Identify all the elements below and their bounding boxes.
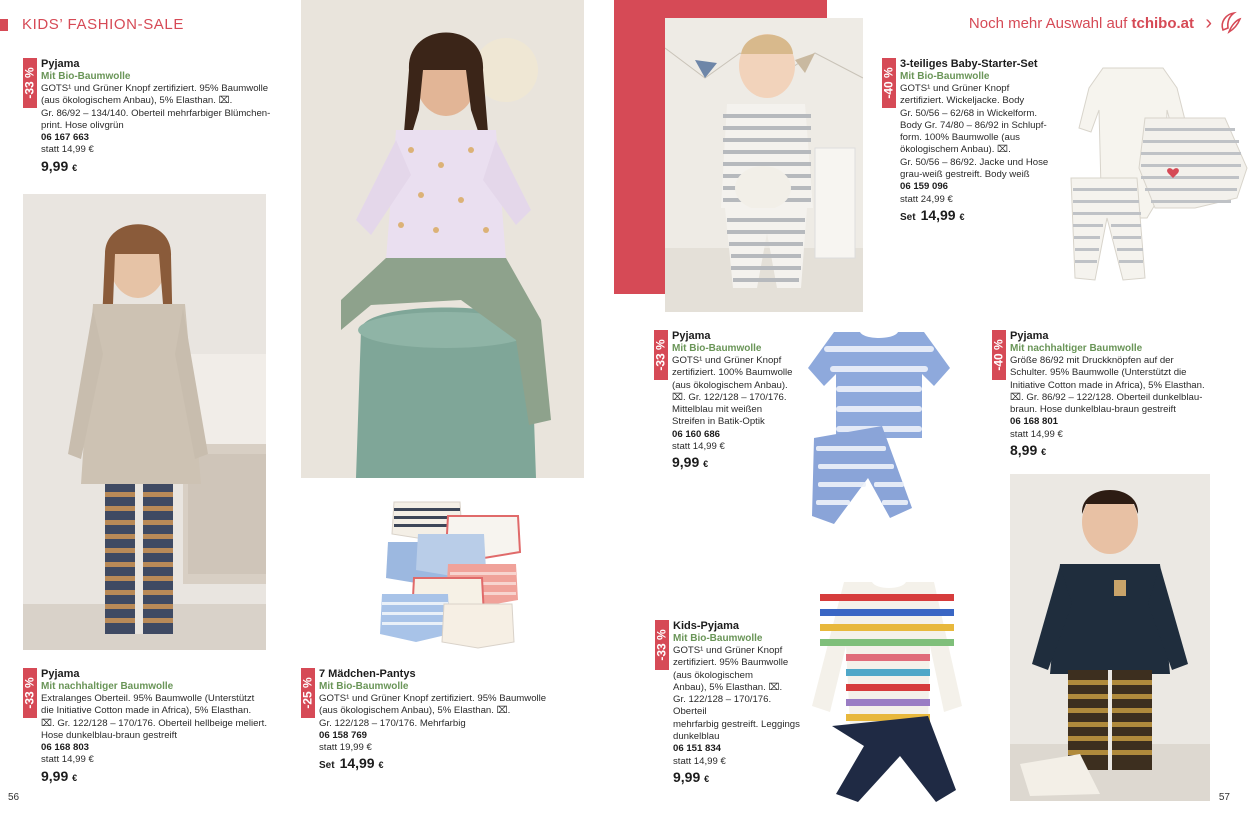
header-accent-mark xyxy=(0,19,8,31)
old-price: statt 14,99 € xyxy=(41,144,94,156)
product-card-kids-pyjama[interactable] xyxy=(655,620,805,785)
product-photo-pantys xyxy=(378,494,523,654)
product-photo-baby-set-flatlay xyxy=(1055,58,1250,288)
product-desc-line: zertifiziert. Wickeljacke. Body xyxy=(900,95,1025,107)
product-subtitle: Mit nachhaltiger Baumwolle xyxy=(1010,343,1143,354)
product-card-boy-pyjama[interactable] xyxy=(992,330,1212,465)
product-info xyxy=(900,58,1048,224)
product-desc-line: Hose dunkelblau-braun gestreift xyxy=(41,729,177,741)
product-photo-girl-floral-pyjama xyxy=(301,0,584,478)
product-number: 06 159 096 xyxy=(900,181,949,193)
price-value: 9,99 xyxy=(673,768,701,785)
product-title: Kids-Pyjama xyxy=(673,620,740,632)
page-number-right: 57 xyxy=(1218,792,1230,803)
price-value: 9,99 xyxy=(41,767,69,784)
product-title: Pyjama xyxy=(672,330,711,342)
discount-badge: -33 % xyxy=(23,58,37,108)
product-desc-line: Mittelblau mit weißen xyxy=(672,404,763,416)
product-title: Pyjama xyxy=(1010,330,1049,342)
product-card-pyjama-floral[interactable] xyxy=(23,58,273,178)
product-photo-boy-dark-pyjama xyxy=(1010,474,1210,801)
old-price: statt 19,99 € xyxy=(319,742,372,754)
discount-badge: -40 % xyxy=(992,330,1006,380)
product-info xyxy=(673,620,805,785)
product-title: 7 Mädchen-Pantys xyxy=(319,668,416,680)
product-desc-line: Gr. 50/56 – 86/92. Jacke und Hose xyxy=(900,156,1049,168)
product-subtitle: Mit Bio-Baumwolle xyxy=(673,633,763,644)
product-desc-line: form. 100% Baumwolle (aus xyxy=(900,132,1020,144)
product-number: 06 158 769 xyxy=(319,729,368,741)
product-desc-line: mehrfarbig gestreift. Leggings xyxy=(673,718,800,730)
tchibo-logo-icon xyxy=(1218,10,1242,36)
page-number-left: 56 xyxy=(8,792,20,803)
product-price xyxy=(319,757,546,772)
product-desc-line: Gr. 86/92 – 134/140. Oberteil mehrfarbiger Blümchen- xyxy=(41,107,271,119)
product-number: 06 168 803 xyxy=(41,742,90,754)
price-currency: € xyxy=(704,773,710,784)
price-currency: € xyxy=(1041,447,1047,458)
product-desc-line: Anbau), 5% Elasthan. ⌧. xyxy=(673,681,783,693)
product-card-blue-pyjama[interactable] xyxy=(654,330,804,475)
product-desc-line: Streifen in Batik-Optik xyxy=(672,416,765,428)
product-subtitle: Mit Bio-Baumwolle xyxy=(900,71,990,82)
product-desc-line: ⌧. Gr. 86/92 – 122/128. Oberteil dunkelblau- xyxy=(1010,391,1203,403)
discount-badge: -25 % xyxy=(301,668,315,718)
product-desc-line: zertifiziert. 100% Baumwolle xyxy=(672,367,793,379)
old-price: statt 14,99 € xyxy=(41,754,94,766)
product-desc-line: ⌧. Gr. 122/128 – 170/176. xyxy=(672,391,787,403)
price-value: 9,99 xyxy=(41,157,69,174)
product-desc-line: zertifiziert. 95% Baumwolle xyxy=(673,657,789,669)
product-desc-line: Extralanges Oberteil. 95% Baumwolle (Unterstützt xyxy=(41,693,255,704)
product-number: 06 160 686 xyxy=(672,428,721,440)
set-label: Set xyxy=(319,760,335,772)
more-choice-text: Noch mehr Auswahl auf xyxy=(968,15,1128,32)
product-desc-line: (aus ökologischem xyxy=(673,669,753,681)
product-desc-line: braun. Hose dunkelblau-braun gestreift xyxy=(1010,404,1176,416)
old-price: statt 14,99 € xyxy=(672,441,725,453)
old-price: statt 14,99 € xyxy=(673,755,726,767)
product-card-pyjama-beige[interactable] xyxy=(23,668,283,788)
price-currency: € xyxy=(72,772,78,783)
product-desc-line: GOTS¹ und Grüner Knopf zertifiziert. 95% Baumwolle xyxy=(41,83,269,94)
product-photo-girl-beige-pyjama xyxy=(23,194,266,650)
product-number: 06 151 834 xyxy=(673,743,722,755)
product-info xyxy=(41,58,270,174)
product-desc-line: print. Hose olivgrün xyxy=(41,119,124,131)
product-desc-line: ⌧. Gr. 122/128 – 170/176. Oberteil hellbeige meliert. xyxy=(41,717,267,729)
product-desc-line: GOTS¹ und Grüner Knopf xyxy=(673,645,783,656)
product-desc-line: GOTS¹ und Grüner Knopf xyxy=(900,83,1010,94)
product-desc-line: grau-weiß gestreift. Body weiß xyxy=(900,169,1030,181)
product-desc-line: ökologischem Anbau). ⌧. xyxy=(900,144,1011,156)
product-price xyxy=(41,157,270,174)
product-subtitle: Mit Bio-Baumwolle xyxy=(672,343,762,354)
product-subtitle: Mit Bio-Baumwolle xyxy=(319,681,409,692)
price-value: 8,99 xyxy=(1010,442,1038,459)
price-value: 14,99 xyxy=(920,206,956,223)
price-value: 9,99 xyxy=(672,454,700,471)
chevron-right-icon[interactable]: › xyxy=(1205,12,1212,34)
discount-badge: -33 % xyxy=(654,330,668,380)
product-desc-line: Gr. 50/56 – 62/68 in Wickelform. xyxy=(900,107,1038,119)
product-price xyxy=(673,768,805,785)
product-photo-rainbow-pyjama xyxy=(806,576,966,806)
product-number: 06 167 663 xyxy=(41,132,90,144)
product-price xyxy=(672,456,793,470)
product-desc-line: Größe 86/92 mit Druckknöpfen auf der xyxy=(1010,355,1174,366)
product-info xyxy=(1010,330,1205,458)
section-title: KIDS’ FASHION-SALE xyxy=(22,16,184,33)
brand-link[interactable]: tchibo.at xyxy=(1131,15,1194,32)
product-photo-baby-striped-set xyxy=(665,18,863,312)
price-currency: € xyxy=(72,162,78,173)
product-desc-line: (aus ökologischem Anbau), 5% Elasthan. ⌧. xyxy=(319,705,511,717)
old-price: statt 14,99 € xyxy=(1010,428,1063,440)
product-info xyxy=(41,668,267,784)
discount-badge: -33 % xyxy=(655,620,669,670)
product-card-baby-starter-set[interactable] xyxy=(882,58,1052,233)
product-title: Pyjama xyxy=(41,58,80,70)
price-value: 14,99 xyxy=(339,755,375,772)
price-currency: € xyxy=(703,459,709,470)
product-desc-line: Schulter. 95% Baumwolle (Unterstützt die xyxy=(1010,367,1187,379)
product-title: Pyjama xyxy=(41,668,80,680)
discount-badge: -33 % xyxy=(23,668,37,718)
product-desc-line: Initiative Cotton made in Africa), 5% Elasthan. xyxy=(1010,379,1205,391)
product-desc-line: GOTS¹ und Grüner Knopf zertifiziert. 95% Baumwolle xyxy=(319,693,547,704)
product-desc-line: Gr. 122/128 – 170/176. Oberteil xyxy=(673,694,772,718)
product-desc-line: dunkelblau xyxy=(673,731,720,743)
price-currency: € xyxy=(378,760,384,771)
product-desc-line: GOTS¹ und Grüner Knopf xyxy=(672,355,782,366)
product-price xyxy=(900,206,1048,224)
more-choice-link[interactable] xyxy=(969,15,1194,32)
price-currency: € xyxy=(959,211,965,222)
product-card-pantys[interactable] xyxy=(301,668,561,778)
discount-badge: -40 % xyxy=(882,58,896,108)
product-desc-line: (aus ökologischem Anbau). xyxy=(672,379,788,391)
product-subtitle: Mit nachhaltiger Baumwolle xyxy=(41,681,174,692)
product-photo-blue-batik-pyjama xyxy=(804,328,954,528)
product-info xyxy=(672,330,793,471)
old-price: statt 24,99 € xyxy=(900,193,953,205)
product-desc-line: (aus ökologischem Anbau), 5% Elasthan. ⌧. xyxy=(41,95,233,107)
product-subtitle: Mit Bio-Baumwolle xyxy=(41,71,131,82)
product-desc-line: die Initiative Cotton made in Africa), 5% Elasthan. xyxy=(41,705,252,717)
product-price xyxy=(1010,444,1205,458)
product-price xyxy=(41,767,267,784)
product-desc-line: Body Gr. 74/80 – 86/92 in Schlupf- xyxy=(900,119,1047,131)
product-title: 3-teiliges Baby-Starter-Set xyxy=(900,58,1038,70)
product-desc-line: Gr. 122/128 – 170/176. Mehrfarbig xyxy=(319,717,466,729)
product-info xyxy=(319,668,546,773)
product-number: 06 168 801 xyxy=(1010,416,1059,428)
set-label: Set xyxy=(900,211,916,223)
